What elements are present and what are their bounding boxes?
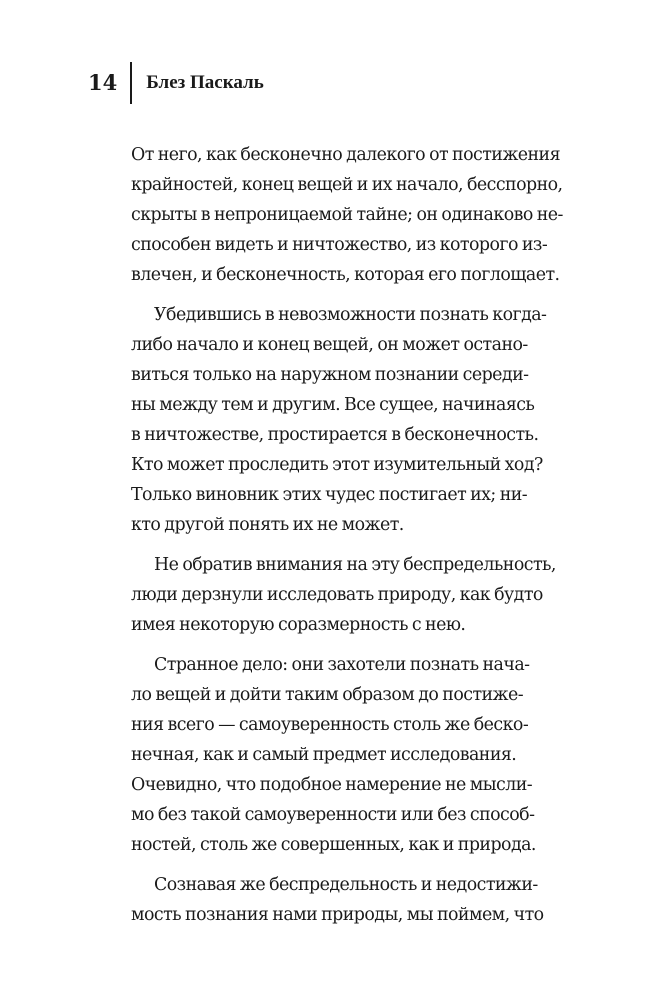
running-head-author: Блез Паскаль: [146, 72, 264, 93]
text-line: мо без такой самоуверенности или без способ-: [131, 805, 535, 825]
text-line: виться только на наружном познании середи-: [131, 365, 529, 385]
text-line: Кто может проследить этот изумительный ход?: [131, 455, 543, 475]
text-line: От него, как бесконечно далекого от постижения: [131, 145, 561, 165]
paragraph-first-line: Не обратив внимания на эту беспредельность,: [154, 555, 556, 575]
text-line: способен видеть и ничтожество, из которого из-: [131, 235, 548, 255]
body-text: [131, 140, 571, 930]
text-line: имея некоторую соразмерность с нею.: [131, 615, 466, 635]
running-head: [88, 62, 264, 104]
text-line: ны между тем и другим. Все сущее, начинаясь: [131, 395, 535, 415]
text-line: кто другой понять их не может.: [131, 515, 404, 535]
text-line: люди дерзнули исследовать природу, как будто: [131, 585, 543, 605]
text-line: мость познания нами природы, мы поймем, что: [131, 905, 544, 925]
text-line: в ничтожестве, простирается в бесконечность.: [131, 425, 539, 445]
paragraph-first-line: Сознавая же беспредельность и недостижи-: [154, 875, 538, 895]
paragraph-first-line: Убедившись в невозможности познать когда-: [154, 305, 547, 325]
text-line: ния всего — самоуверенность столь же беско-: [131, 715, 529, 735]
text-line: либо начало и конец вещей, он может остано-: [131, 335, 528, 355]
text-line: скрыты в непроницаемой тайне; он одинаково не-: [131, 205, 563, 225]
text-line: нечная, как и самый предмет исследования.: [131, 745, 517, 765]
text-line: крайностей, конец вещей и их начало, бесспорно,: [131, 175, 563, 195]
text-line: ло вещей и дойти таким образом до постиже-: [131, 685, 524, 705]
text-line: ностей, столь же совершенных, как и природа.: [131, 835, 536, 855]
header-divider: [130, 62, 132, 104]
page-number: 14: [88, 70, 118, 95]
paragraph-first-line: Странное дело: они захотели познать нача-: [154, 655, 530, 675]
text-line: Очевидно, что подобное намерение не мысли-: [131, 775, 533, 795]
text-line: влечен, и бесконечность, которая его поглощает.: [131, 265, 560, 285]
text-line: Только виновник этих чудес постигает их; ни-: [131, 485, 528, 505]
